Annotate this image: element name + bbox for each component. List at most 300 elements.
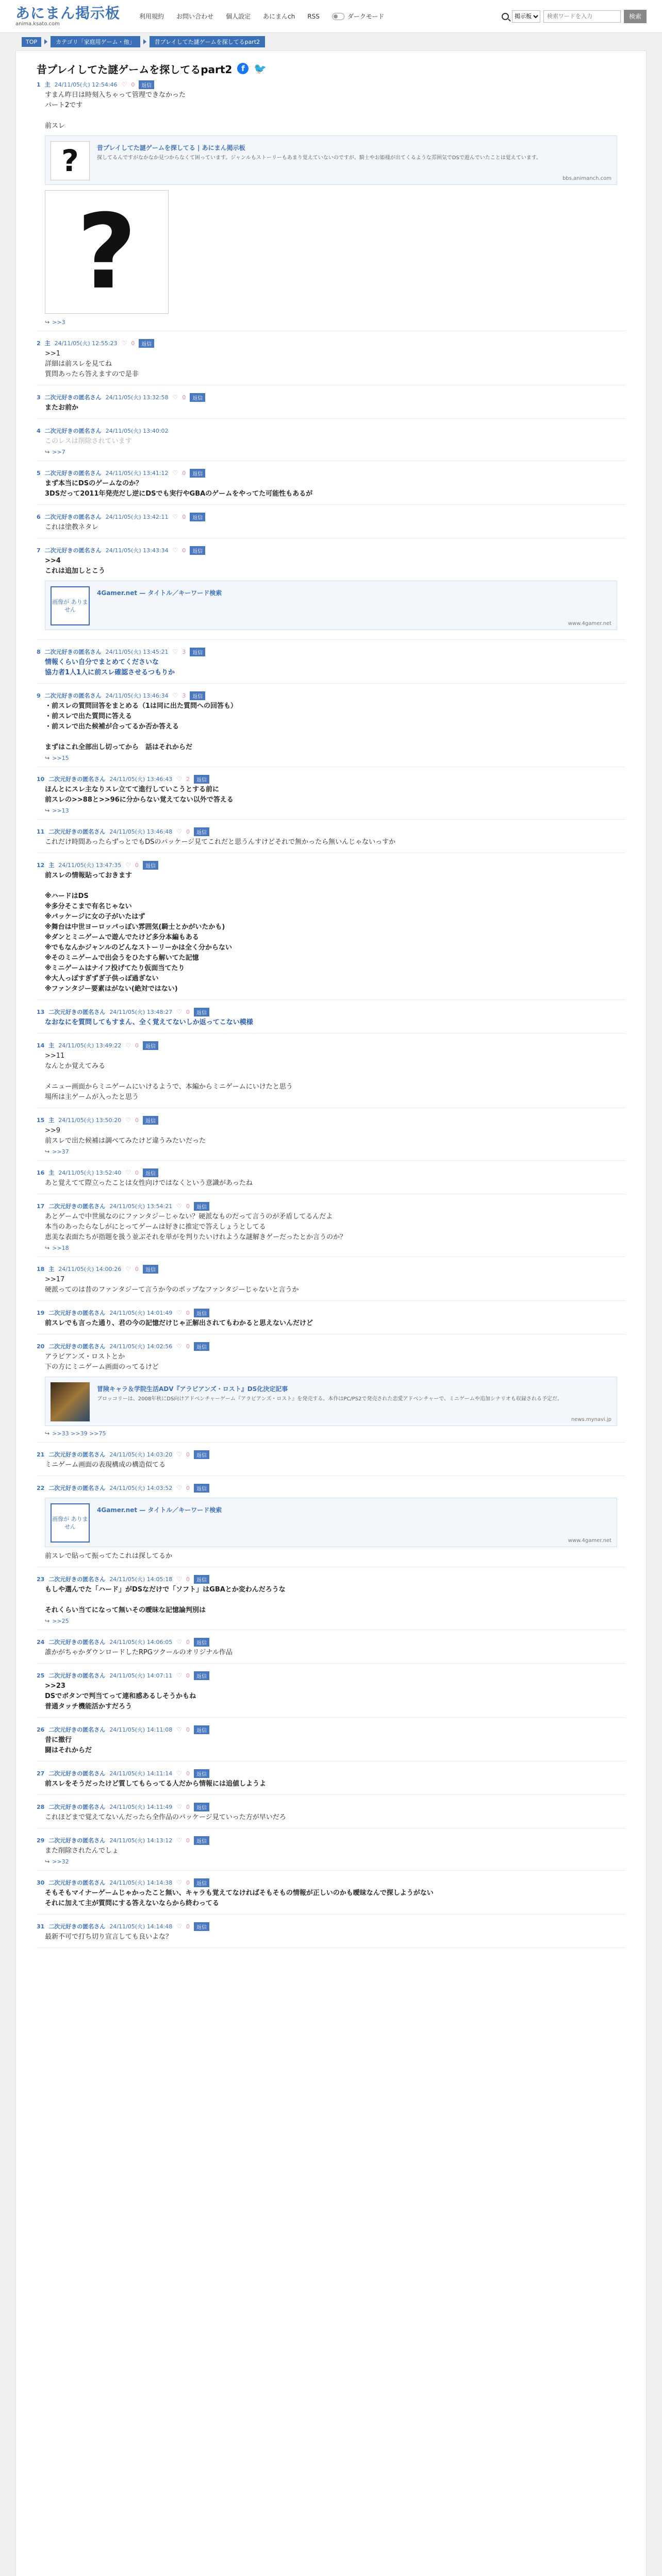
like-count: 0 — [135, 1265, 139, 1273]
heart-icon[interactable]: ♡ — [176, 1451, 182, 1458]
post-header — [37, 1921, 625, 1932]
post-author: 主 — [44, 81, 51, 88]
reply-button[interactable]: 返信 — [190, 469, 205, 478]
post-date: 24/11/05(火) 14:05:18 — [109, 1576, 173, 1583]
post-header — [37, 1573, 625, 1585]
post-number[interactable]: 24 — [37, 1638, 45, 1646]
reply-link[interactable] — [37, 807, 625, 814]
post-number[interactable]: 23 — [37, 1575, 45, 1583]
heart-icon[interactable]: ♡ — [176, 1008, 182, 1015]
no-image-placeholder: 画像が ありません — [51, 1503, 90, 1543]
like-count: 0 — [131, 81, 135, 88]
post-author: 二次元好きの匿名さん — [48, 1203, 106, 1210]
post-author: 主 — [44, 340, 51, 347]
post-author: 二次元好きの匿名さん — [48, 1343, 106, 1350]
question-mark-image[interactable]: ? — [45, 190, 169, 314]
link-card-text — [97, 1382, 611, 1420]
post-date: 24/11/05(火) 13:45:21 — [105, 649, 169, 655]
post-date: 24/11/05(火) 14:13:12 — [109, 1837, 173, 1844]
link-card[interactable] — [45, 581, 617, 630]
reply-button[interactable]: 返信 — [190, 393, 205, 402]
post-number[interactable]: 4 — [37, 427, 41, 434]
post-body: 最新不可で打ち切り宣言しても良いよな？ — [45, 1933, 173, 1941]
post-number[interactable]: 8 — [37, 648, 41, 655]
link-card-title[interactable]: 昔プレイしてた謎ゲームを探してる | あにまん掲示板 — [97, 144, 245, 151]
reply-arrow-icon: ↪ — [45, 449, 50, 455]
post-author: 主 — [48, 1266, 55, 1273]
reply-button[interactable]: 返信 — [190, 513, 205, 521]
post-number[interactable]: 20 — [37, 1343, 45, 1350]
post-date: 24/11/05(火) 14:03:52 — [109, 1485, 173, 1492]
search-bar — [502, 10, 647, 23]
site-logo[interactable] — [15, 6, 124, 27]
thread-title-row — [37, 58, 625, 79]
link-card-text — [97, 586, 611, 624]
post-number[interactable]: 3 — [37, 394, 41, 401]
post-number[interactable]: 19 — [37, 1309, 45, 1316]
post — [37, 545, 625, 640]
heart-icon[interactable]: ♡ — [176, 1672, 182, 1679]
post-number[interactable]: 12 — [37, 861, 45, 869]
reply-link[interactable] — [37, 319, 625, 326]
site-header — [0, 0, 662, 33]
reply-button[interactable]: 返信 — [143, 1041, 158, 1050]
post-number[interactable]: 21 — [37, 1451, 45, 1458]
post-body: なおなにを質問してもすまん、全く覚えてないしか返ってこない模様 — [45, 1019, 253, 1026]
post-author: 主 — [48, 1117, 55, 1124]
breadcrumb-thread[interactable]: 昔プレイしてた謎ゲームを探してるpart2 — [150, 36, 266, 47]
link-card-text — [97, 1503, 611, 1541]
reply-arrow-icon: ↪ — [45, 755, 50, 761]
heart-icon[interactable]: ♡ — [172, 547, 178, 554]
heart-icon[interactable]: ♡ — [172, 513, 178, 520]
post-date: 24/11/05(火) 14:00:26 — [58, 1266, 122, 1273]
post-date: 24/11/05(火) 13:46:43 — [109, 776, 173, 783]
like-count: 0 — [186, 1923, 190, 1930]
reply-anchor[interactable]: >>37 — [52, 1148, 69, 1155]
post — [37, 1482, 625, 1567]
reply-arrow-icon: ↪ — [45, 1430, 50, 1437]
heart-icon[interactable]: ♡ — [176, 1484, 182, 1492]
post-number[interactable]: 2 — [37, 340, 41, 347]
post-body: ミニゲーム画面の表現構成の構造似てる — [45, 1461, 166, 1469]
post-number[interactable]: 15 — [37, 1116, 45, 1124]
like-count: 3 — [182, 648, 186, 655]
post — [37, 1835, 625, 1871]
reply-anchor[interactable]: >>32 — [52, 1858, 69, 1865]
reply-anchor[interactable]: >>15 — [52, 755, 69, 761]
post-body: まず本当にDSのゲームなのか？ 3DSだって2011年発売だし逆にDSでも実行やGBAのゲームをやってた可能性もあるが — [45, 480, 313, 498]
reply-button[interactable]: 返信 — [194, 1878, 209, 1887]
post-number[interactable]: 22 — [37, 1484, 45, 1492]
like-count: 0 — [186, 1770, 190, 1777]
post-author: 二次元好きの匿名さん — [44, 394, 102, 401]
link-card-desc: ブロッコリーは、2008年秋にDS向けアドベンチャーゲーム『アラビアンズ・ロスト』を発売する。本作はPC/PS2で発売された恋愛アドベンチャーで、ミニゲームや追加シナリオも収録される予定だ。 — [97, 1396, 562, 1402]
post — [37, 1167, 625, 1194]
post-header — [37, 392, 625, 403]
post-author: 二次元好きの匿名さん — [44, 547, 102, 554]
post-date: 24/11/05(火) 14:11:08 — [109, 1726, 173, 1733]
post-number[interactable]: 7 — [37, 547, 41, 554]
post-number[interactable]: 11 — [37, 828, 45, 835]
post-date: 24/11/05(火) 12:55:23 — [54, 340, 118, 347]
post-author: 二次元好きの匿名さん — [48, 1639, 106, 1646]
post-header — [37, 1341, 625, 1352]
reply-anchor[interactable]: >>25 — [52, 1618, 69, 1624]
like-count: 0 — [182, 513, 186, 520]
link-card-desc: 探してるんですがなかなか見つからなくて困っています。ジャンルもストーリーもあまり覚えていないのですが、騎士やお姫様が出てくるような雰囲気でDSで遊んでいたことは覚えています。 — [97, 155, 541, 161]
post — [37, 425, 625, 461]
search-scope-select[interactable] — [512, 10, 540, 23]
heart-icon[interactable]: ♡ — [125, 1169, 131, 1176]
breadcrumb-category[interactable]: カテゴリ「家庭用ゲーム・他」 — [51, 36, 140, 47]
post-header — [37, 467, 625, 479]
link-card-title[interactable]: 4Gamer.net — タイトル／キーワード検索 — [97, 1506, 222, 1514]
reply-anchor[interactable]: >>3 — [52, 319, 65, 326]
chevron-right-icon — [44, 39, 47, 44]
post-number[interactable]: 5 — [37, 469, 41, 477]
reply-button[interactable]: 返信 — [194, 827, 209, 836]
post-date: 24/11/05(火) 13:52:40 — [58, 1170, 122, 1176]
link-card-text — [97, 141, 611, 179]
post-author: 二次元好きの匿名さん — [48, 1726, 106, 1733]
reply-arrow-icon: ↪ — [45, 1148, 50, 1155]
post-date: 24/11/05(火) 13:47:35 — [58, 862, 122, 869]
reply-button[interactable]: 返信 — [194, 1484, 209, 1493]
post-number[interactable]: 17 — [37, 1202, 45, 1210]
post-header — [37, 1200, 625, 1212]
post-date: 24/11/05(火) 14:11:14 — [109, 1770, 173, 1777]
post-body: 前スレで貼って振ってたこれは探してるか — [45, 1552, 173, 1560]
post-date: 24/11/05(火) 13:41:12 — [105, 470, 169, 477]
post-body: 情報くらい自分でまとめてくださいな 協力者1人1人に前スレ確認させるつもりか — [45, 658, 175, 676]
post-header — [37, 1768, 625, 1779]
post-body: >>4 これは追加しとこう — [45, 557, 106, 575]
post-body: これほどまで覚えてないんだったら全作品のパッケージ見ていった方が早いだろ — [45, 1814, 286, 1821]
link-card[interactable] — [45, 135, 617, 185]
post-number[interactable]: 13 — [37, 1008, 45, 1015]
chevron-right-icon — [143, 39, 146, 44]
heart-icon[interactable]: ♡ — [176, 1575, 182, 1583]
post-date: 24/11/05(火) 13:49:22 — [58, 1042, 122, 1049]
post-date: 24/11/05(火) 14:07:11 — [109, 1672, 173, 1679]
thread-container — [15, 50, 647, 2576]
reply-link[interactable] — [37, 1148, 625, 1155]
post — [37, 1636, 625, 1664]
like-count: 0 — [135, 1169, 139, 1176]
post — [37, 1006, 625, 1033]
post — [37, 1921, 625, 1948]
heart-icon[interactable]: ♡ — [125, 861, 131, 869]
heart-icon[interactable]: ♡ — [176, 1726, 182, 1733]
post-author: 二次元好きの匿名さん — [48, 1804, 106, 1810]
post-number[interactable]: 25 — [37, 1672, 45, 1679]
like-count: 0 — [186, 1008, 190, 1015]
search-button[interactable]: 検索 — [624, 10, 647, 23]
link-card-domain: bbs.animanch.com — [562, 176, 611, 181]
post — [37, 690, 625, 767]
post-header — [37, 859, 625, 871]
question-mark-icon: ? — [51, 141, 90, 180]
reply-button[interactable]: 返信 — [194, 1725, 209, 1734]
post-header — [37, 1307, 625, 1318]
reply-arrow-icon: ↪ — [45, 1245, 50, 1251]
post-author: 二次元好きの匿名さん — [48, 1672, 106, 1679]
post-date: 24/11/05(火) 13:43:34 — [105, 547, 169, 554]
post-number[interactable]: 14 — [37, 1042, 45, 1049]
like-count: 0 — [186, 1451, 190, 1458]
post-header — [37, 1877, 625, 1888]
post-number[interactable]: 29 — [37, 1837, 45, 1844]
post-date: 24/11/05(火) 14:06:05 — [109, 1639, 173, 1646]
twitter-share-icon[interactable]: 🐦 — [254, 62, 267, 75]
heart-icon[interactable]: ♡ — [176, 1803, 182, 1810]
link-card-title[interactable]: 4Gamer.net — タイトル／キーワード検索 — [97, 589, 222, 597]
post-body — [37, 436, 625, 447]
heart-icon[interactable]: ♡ — [172, 394, 178, 401]
post-body: もしや選んでた「ハード」がDSなだけで「ソフト」はGBAとか変わんだろうな それくらい当てになって無いその曖昧な記憶論判別は — [45, 1586, 286, 1614]
reply-arrow-icon: ↪ — [45, 1618, 50, 1624]
post — [37, 1263, 625, 1301]
toggle-switch[interactable] — [332, 13, 344, 20]
like-count: 0 — [135, 861, 139, 869]
reply-anchor[interactable]: >>13 — [52, 807, 69, 814]
post-body: >>1 詳細は前スレを見てね 質問あったら答えますので是非 — [45, 350, 139, 378]
post — [37, 1114, 625, 1161]
post-header — [37, 425, 625, 436]
like-count: 3 — [182, 692, 186, 699]
post-author: 二次元好きの匿名さん — [48, 1770, 106, 1777]
heart-icon[interactable]: ♡ — [176, 1202, 182, 1210]
post-number[interactable]: 26 — [37, 1726, 45, 1733]
like-count: 0 — [182, 469, 186, 477]
post-date: 24/11/05(火) 12:54:46 — [54, 81, 118, 88]
post-date: 24/11/05(火) 13:46:34 — [105, 692, 169, 699]
reply-button[interactable]: 返信 — [194, 1836, 209, 1845]
reply-arrow-icon: ↪ — [45, 1858, 50, 1865]
reply-arrow-icon: ↪ — [45, 807, 50, 814]
heart-icon[interactable]: ♡ — [176, 1638, 182, 1646]
reply-button[interactable]: 返信 — [194, 775, 209, 784]
post-number[interactable]: 31 — [37, 1923, 45, 1930]
post-header — [37, 1114, 625, 1126]
logo-title[interactable]: あにまん掲示板 — [15, 4, 121, 22]
heart-icon[interactable]: ♡ — [121, 340, 127, 347]
post-author: 二次元好きの匿名さん — [44, 692, 102, 699]
post-number[interactable]: 1 — [37, 81, 41, 88]
post-author: 二次元好きの匿名さん — [48, 1009, 106, 1015]
heart-icon[interactable]: ♡ — [172, 648, 178, 655]
reply-link[interactable] — [37, 1430, 625, 1437]
reply-button[interactable]: 返信 — [143, 861, 158, 870]
heart-icon[interactable]: ♡ — [176, 1923, 182, 1930]
heart-icon[interactable]: ♡ — [176, 1770, 182, 1777]
facebook-share-icon[interactable]: f — [237, 63, 249, 74]
post — [37, 1768, 625, 1795]
post-number[interactable]: 16 — [37, 1169, 45, 1176]
post-header — [37, 773, 625, 785]
post-header — [37, 545, 625, 556]
reply-button[interactable]: 返信 — [194, 1671, 209, 1680]
reply-button[interactable]: 返信 — [190, 648, 205, 656]
post-header — [37, 79, 625, 90]
post-header — [37, 1835, 625, 1846]
reply-button[interactable]: 返信 — [194, 1922, 209, 1931]
reply-button[interactable]: 返信 — [194, 1202, 209, 1211]
post-number[interactable]: 30 — [37, 1879, 45, 1886]
post-body: ・前スレの質問回答をまとめる（1は同に出た質問への回答も） ・前スレで出た質問に答える ・前スレで出た候補が合ってるか否か答える まずはこれ全部出し切ってから 話はそれからだ — [45, 702, 238, 751]
post-number[interactable]: 27 — [37, 1770, 45, 1777]
post-author: 二次元好きの匿名さん — [44, 428, 102, 434]
post-date: 24/11/05(火) 14:14:48 — [109, 1923, 173, 1930]
post-header — [37, 1801, 625, 1812]
reply-button[interactable]: 返信 — [143, 1168, 158, 1177]
reply-link[interactable] — [37, 1245, 625, 1251]
post — [37, 467, 625, 505]
like-count: 0 — [186, 1309, 190, 1316]
reply-button[interactable]: 返信 — [139, 80, 154, 89]
post-date: 24/11/05(火) 13:54:21 — [109, 1203, 173, 1210]
post-author: 主 — [48, 862, 55, 869]
post — [37, 1307, 625, 1334]
post-body: >>11 なんとか覚えてみる メニュー画面からミニゲームにいけるようで、本編からミニゲームにいけたと思う 場所は主ゲームが入ったと思う — [45, 1052, 293, 1101]
post — [37, 1040, 625, 1108]
reply-button[interactable]: 返信 — [194, 1638, 209, 1647]
post-date: 24/11/05(火) 13:50:20 — [58, 1117, 122, 1124]
post — [37, 1573, 625, 1630]
like-count: 2 — [186, 775, 190, 783]
post-number[interactable]: 10 — [37, 775, 45, 783]
link-card-domain: www.4gamer.net — [568, 621, 611, 626]
post — [37, 1670, 625, 1718]
post-header — [37, 1482, 625, 1494]
heart-icon[interactable]: ♡ — [121, 81, 127, 88]
heart-icon[interactable]: ♡ — [176, 1837, 182, 1844]
heart-icon[interactable]: ♡ — [125, 1265, 131, 1273]
post-body: 前スレでも言った通り、君の今の記憶だけじゃ正解出されてもわかると思えないんだけど — [45, 1319, 313, 1327]
link-card-title[interactable]: 冒険キャラ＆学院生活ADV『アラビアンズ・ロスト』DS化決定記事 — [97, 1385, 288, 1393]
post-author: 二次元好きの匿名さん — [48, 1923, 106, 1930]
heart-icon[interactable]: ♡ — [176, 1879, 182, 1886]
like-count: 0 — [186, 1879, 190, 1886]
post — [37, 337, 625, 385]
reply-anchor[interactable]: >>18 — [52, 1245, 69, 1251]
reply-button[interactable]: 返信 — [194, 1575, 209, 1584]
post-body: >>23 DSでボタンで判当てって連和感あるしそうかもね 普通タッチ機能活かすだろう — [45, 1682, 196, 1710]
heart-icon[interactable]: ♡ — [172, 692, 178, 699]
nav-contact[interactable]: お問い合わせ — [176, 13, 214, 20]
like-count: 0 — [186, 1202, 190, 1210]
like-count: 0 — [186, 1343, 190, 1350]
post-number[interactable]: 9 — [37, 692, 41, 699]
heart-icon[interactable]: ♡ — [125, 1116, 131, 1124]
reply-button[interactable]: 返信 — [143, 1116, 158, 1125]
search-input[interactable] — [543, 10, 621, 23]
post-body: >>17 硬派ってのは昔のファンタジーて言うか今のポップなファンタジーじゃないと言うか — [45, 1276, 299, 1294]
post-date: 24/11/05(火) 14:14:38 — [109, 1879, 173, 1886]
reply-button[interactable]: 返信 — [139, 339, 154, 348]
nav-settings[interactable]: 個人設定 — [226, 13, 251, 20]
like-count: 0 — [186, 1575, 190, 1583]
nav-rss[interactable]: RSS — [307, 12, 320, 20]
heart-icon[interactable]: ♡ — [176, 1309, 182, 1316]
reply-link[interactable] — [37, 449, 625, 455]
post-number[interactable]: 18 — [37, 1265, 45, 1273]
reply-button[interactable]: 返信 — [190, 546, 205, 555]
link-card[interactable] — [45, 1377, 617, 1426]
post-body: >>9 前スレで出た候補は調べてみたけど違うみたいだった — [45, 1127, 206, 1145]
like-count: 0 — [186, 1484, 190, 1492]
like-count: 0 — [131, 340, 135, 347]
reply-button[interactable]: 返信 — [194, 1769, 209, 1778]
post-body: 昔に撤行 闘はそれからだ — [45, 1736, 92, 1754]
post-author: 主 — [48, 1170, 55, 1176]
heart-icon[interactable]: ♡ — [176, 775, 182, 783]
reply-arrow-icon: ↪ — [45, 319, 50, 326]
heart-icon[interactable]: ♡ — [176, 1343, 182, 1350]
post-author: 二次元好きの匿名さん — [48, 1576, 106, 1583]
post — [37, 1449, 625, 1476]
post-date: 24/11/05(火) 13:32:58 — [105, 394, 169, 401]
post-number[interactable]: 6 — [37, 513, 41, 520]
reply-button[interactable]: 返信 — [143, 1265, 158, 1274]
reply-link[interactable] — [37, 1858, 625, 1865]
like-count: 0 — [186, 1638, 190, 1646]
post-author: 二次元好きの匿名さん — [48, 828, 106, 835]
post-date: 24/11/05(火) 14:03:20 — [109, 1451, 173, 1458]
reply-button[interactable]: 返信 — [194, 1803, 209, 1811]
reply-button[interactable]: 返信 — [194, 1008, 209, 1016]
game-cover-image — [51, 1382, 90, 1421]
post-author: 二次元好きの匿名さん — [48, 776, 106, 783]
post-author: 二次元好きの匿名さん — [48, 1879, 106, 1886]
heart-icon[interactable]: ♡ — [176, 828, 182, 835]
post — [37, 1801, 625, 1828]
post-author: 二次元好きの匿名さん — [44, 470, 102, 477]
post — [37, 773, 625, 820]
reply-button[interactable]: 返信 — [194, 1309, 209, 1317]
nav-animanch[interactable]: あにまんch — [263, 13, 295, 20]
reply-link[interactable] — [37, 755, 625, 761]
nav-terms[interactable]: 利用規約 — [139, 13, 164, 20]
post-body: アラビアンズ・ロストとか 下の方にミニゲーム画面のってるけど — [45, 1353, 159, 1371]
link-card[interactable] — [45, 1498, 617, 1547]
dark-mode-toggle[interactable] — [332, 12, 385, 21]
post-body: そもそもマイナーゲームじゃかったこと無い、キャラも覚えてなければそもそもの情報が正しいのかも曖昧なんで探しようがない それに加えて主が質問にする答えないならから終わってる — [45, 1889, 434, 1907]
post-body: ほんとにスレ主なりスレ立てて進行していこうとする前に 前スレの>>88と>>96に分からない覚えてない以外で答える — [45, 786, 234, 804]
post — [37, 1877, 625, 1914]
like-count: 0 — [186, 1837, 190, 1844]
post-header — [37, 1636, 625, 1648]
post-header — [37, 1449, 625, 1460]
post-date: 24/11/05(火) 14:02:56 — [109, 1343, 173, 1350]
post-author: 二次元好きの匿名さん — [48, 1485, 106, 1492]
reply-button[interactable]: 返信 — [194, 1342, 209, 1351]
reply-button[interactable]: 返信 — [190, 691, 205, 700]
post-number[interactable]: 28 — [37, 1803, 45, 1810]
reply-anchor[interactable]: >>33 >>39 >>75 — [52, 1430, 106, 1437]
link-card-domain: www.4gamer.net — [568, 1538, 611, 1544]
reply-anchor[interactable]: >>7 — [52, 449, 65, 455]
post-date: 24/11/05(火) 13:46:48 — [109, 828, 173, 835]
heart-icon[interactable]: ♡ — [172, 469, 178, 477]
heart-icon[interactable]: ♡ — [125, 1042, 131, 1049]
reply-button[interactable]: 返信 — [194, 1450, 209, 1459]
breadcrumb-top[interactable]: TOP — [22, 37, 41, 47]
post-author: 二次元好きの匿名さん — [44, 514, 102, 520]
reply-link[interactable] — [37, 1618, 625, 1624]
post-body: あと覚えてて際立ったことは女性向けではなくという意識があったね — [45, 1179, 253, 1187]
